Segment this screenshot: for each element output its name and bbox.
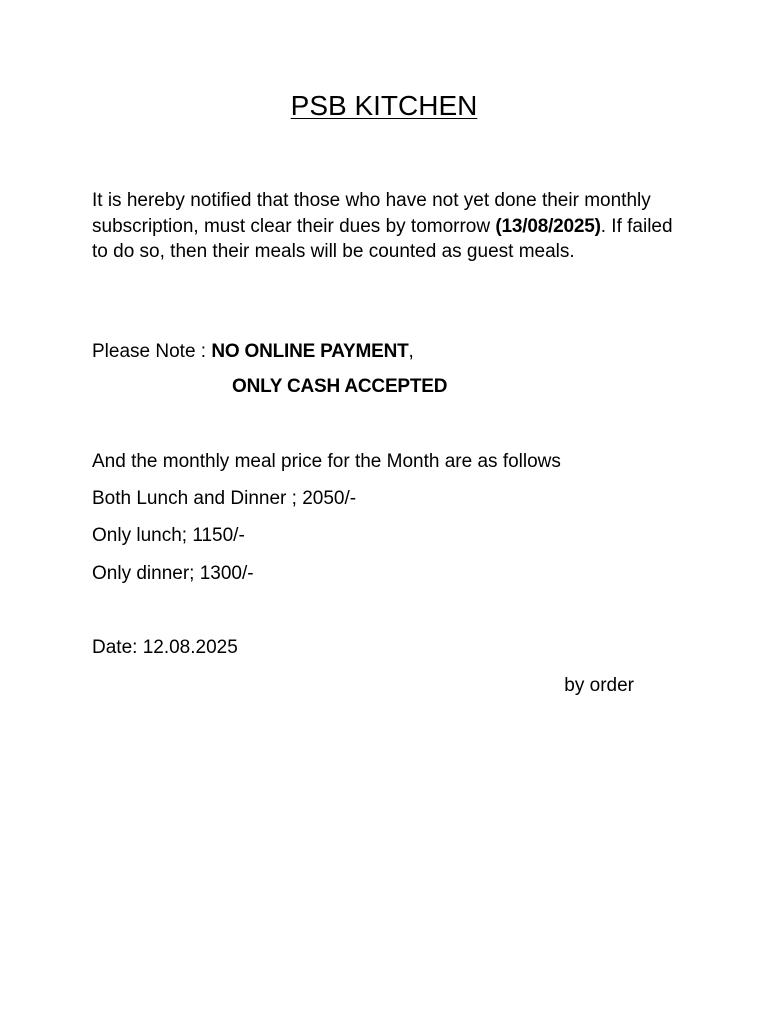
notice-paragraph xyxy=(92,188,692,265)
notice-text-after: . If failed to do so, then their meals will be counted as guest meals. xyxy=(92,215,673,262)
notice-title: PSB KITCHEN xyxy=(290,90,478,121)
signoff: by order xyxy=(564,675,634,696)
cash-only-note: ONLY CASH ACCEPTED xyxy=(232,376,448,397)
notice-text-before: It is hereby notified that those who have not yet done their monthly subscription, must clear their dues by tomorrow xyxy=(92,190,651,237)
prices-intro: And the monthly meal price for the Month are as follows xyxy=(92,451,561,472)
deadline-date: (13/08/2025) xyxy=(495,215,601,237)
price-lunch-only: Only lunch; 1150/- xyxy=(92,525,245,546)
price-both-meals: Both Lunch and Dinner ; 2050/- xyxy=(92,488,357,509)
note-comma: , xyxy=(408,341,414,362)
no-online-payment: NO ONLINE PAYMENT xyxy=(211,341,409,362)
price-dinner-only: Only dinner; 1300/- xyxy=(92,563,254,584)
note-label: Please Note : xyxy=(92,341,212,362)
notice-date: Date: 12.08.2025 xyxy=(92,637,238,658)
payment-note xyxy=(92,339,414,364)
